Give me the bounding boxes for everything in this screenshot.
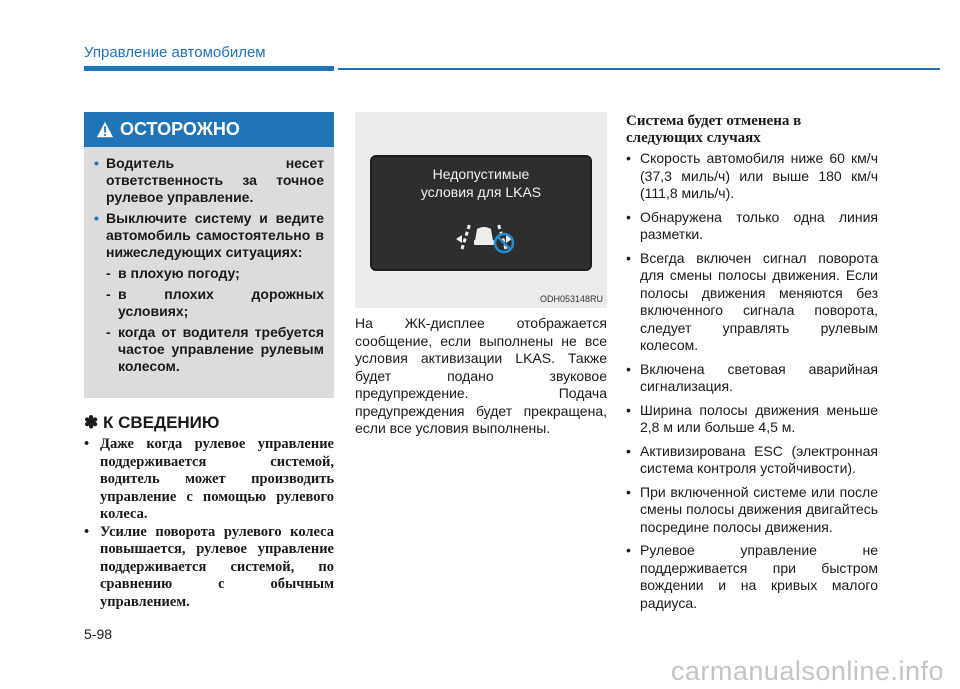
bullet-icon: • bbox=[94, 210, 99, 226]
list-item bbox=[626, 542, 878, 612]
list-item bbox=[626, 209, 878, 244]
list-item-text: Рулевое управление не поддерживается при быстром вождении и на кривых малого радиуса. bbox=[640, 542, 878, 611]
lcd-message bbox=[372, 165, 590, 201]
lcd-message-line1: Недопустимые bbox=[432, 166, 530, 182]
list-item-text: Всегда включен сигнал поворота для смены полосы движения. Если полосы движения меняются без включенного сигнала поворота, следует управлять рулевым колесом. bbox=[640, 249, 878, 353]
warning-subitem bbox=[94, 286, 324, 320]
cancel-conditions-title-line1: Система будет отменена в bbox=[626, 113, 802, 129]
bullet-icon: • bbox=[84, 436, 90, 452]
header-rule-thin bbox=[338, 68, 940, 70]
list-item bbox=[626, 484, 878, 537]
cancel-conditions-title-line2: следующих случаях bbox=[626, 130, 761, 146]
dash-icon: - bbox=[106, 324, 111, 340]
warning-subitem-text: в плохую погоду; bbox=[118, 265, 240, 281]
info-item bbox=[84, 524, 334, 612]
bullet-icon: • bbox=[626, 442, 631, 459]
dash-icon: - bbox=[106, 286, 111, 302]
display-description: На ЖК-дисплее отображается сообщение, если выполнены не все условия активизации LKAS. Также будет подано звуковое предупреждение. Подача предупреждения будет прекращена, если все условия выполнены. bbox=[355, 315, 607, 436]
bullet-icon: • bbox=[626, 542, 631, 558]
list-item-text: При включенной системе или после смены полосы движения двигайтесь посредине полосы движения. bbox=[640, 483, 878, 535]
list-item-text: Обнаружена только одна линия разметки. bbox=[640, 208, 878, 242]
lcd-message-line2: условия для LKAS bbox=[420, 184, 542, 200]
warning-subitem-text: когда от водителя требуется частое управление рулевым колесом. bbox=[118, 324, 324, 374]
list-item bbox=[626, 443, 878, 478]
section-title: Управление автомобилем bbox=[84, 44, 266, 61]
warning-item-text: Выключите систему и ведите автомобиль самостоятельно в нижеследующих ситуациях: bbox=[106, 210, 324, 260]
list-item-text: Активизирована ESC (электронная система контроля устойчивости). bbox=[640, 442, 878, 476]
warning-box bbox=[84, 112, 334, 398]
bullet-icon: • bbox=[84, 523, 90, 540]
list-item bbox=[626, 250, 878, 355]
list-item bbox=[626, 361, 878, 396]
cancel-conditions-title bbox=[626, 113, 878, 147]
warning-item-text: Водитель несет ответственность за точное рулевое управление. bbox=[106, 155, 324, 205]
list-item bbox=[626, 402, 878, 437]
bullet-icon: • bbox=[626, 208, 631, 225]
warning-list bbox=[84, 147, 334, 375]
bullet-icon: • bbox=[626, 150, 631, 166]
warning-triangle-icon bbox=[96, 121, 114, 139]
warning-item bbox=[94, 210, 324, 261]
info-title: ✽ К СВЕДЕНИЮ bbox=[84, 413, 220, 432]
info-item-text: Усилие поворота рулевого колеса повышается, рулевое управление поддерживается системой, по сравнению с обычным управлением. bbox=[100, 523, 334, 610]
watermark: carmanualsonline.info bbox=[670, 656, 944, 686]
warning-item bbox=[94, 155, 324, 206]
warning-subitem bbox=[94, 324, 324, 375]
warning-subitem-text: в плохих дорожных условиях; bbox=[118, 286, 324, 319]
lcd-display-figure bbox=[355, 112, 607, 308]
lkas-unavailable-icon bbox=[452, 215, 522, 255]
figure-code: ODH053148RU bbox=[539, 294, 603, 304]
dash-icon: - bbox=[106, 265, 111, 281]
bullet-icon: • bbox=[626, 401, 631, 418]
info-item bbox=[84, 436, 334, 524]
info-list bbox=[84, 436, 334, 611]
lcd-screen bbox=[370, 155, 592, 271]
warning-header bbox=[84, 112, 334, 147]
warning-title: ОСТОРОЖНО bbox=[120, 119, 240, 139]
cancel-conditions-list bbox=[626, 150, 878, 618]
header-rule-thick bbox=[84, 66, 334, 71]
list-item-text: Ширина полосы движения меньше 2,8 м или больше 4,5 м. bbox=[640, 401, 878, 435]
bullet-icon: • bbox=[94, 155, 99, 171]
list-item bbox=[626, 150, 878, 203]
bullet-icon: • bbox=[626, 483, 631, 500]
bullet-icon: • bbox=[626, 360, 631, 377]
info-item-text: Даже когда рулевое управление поддерживается системой, водитель может производить управление с помощью рулевого колеса. bbox=[100, 436, 334, 522]
bullet-icon: • bbox=[626, 249, 631, 266]
warning-subitem bbox=[94, 265, 324, 282]
list-item-text: Включена световая аварийная сигнализация. bbox=[640, 360, 878, 394]
page-number: 5-98 bbox=[84, 626, 113, 642]
list-item-text: Скорость автомобиля ниже 60 км/ч (37,3 миль/ч) или выше 180 км/ч (111,8 миль/ч). bbox=[640, 150, 878, 201]
